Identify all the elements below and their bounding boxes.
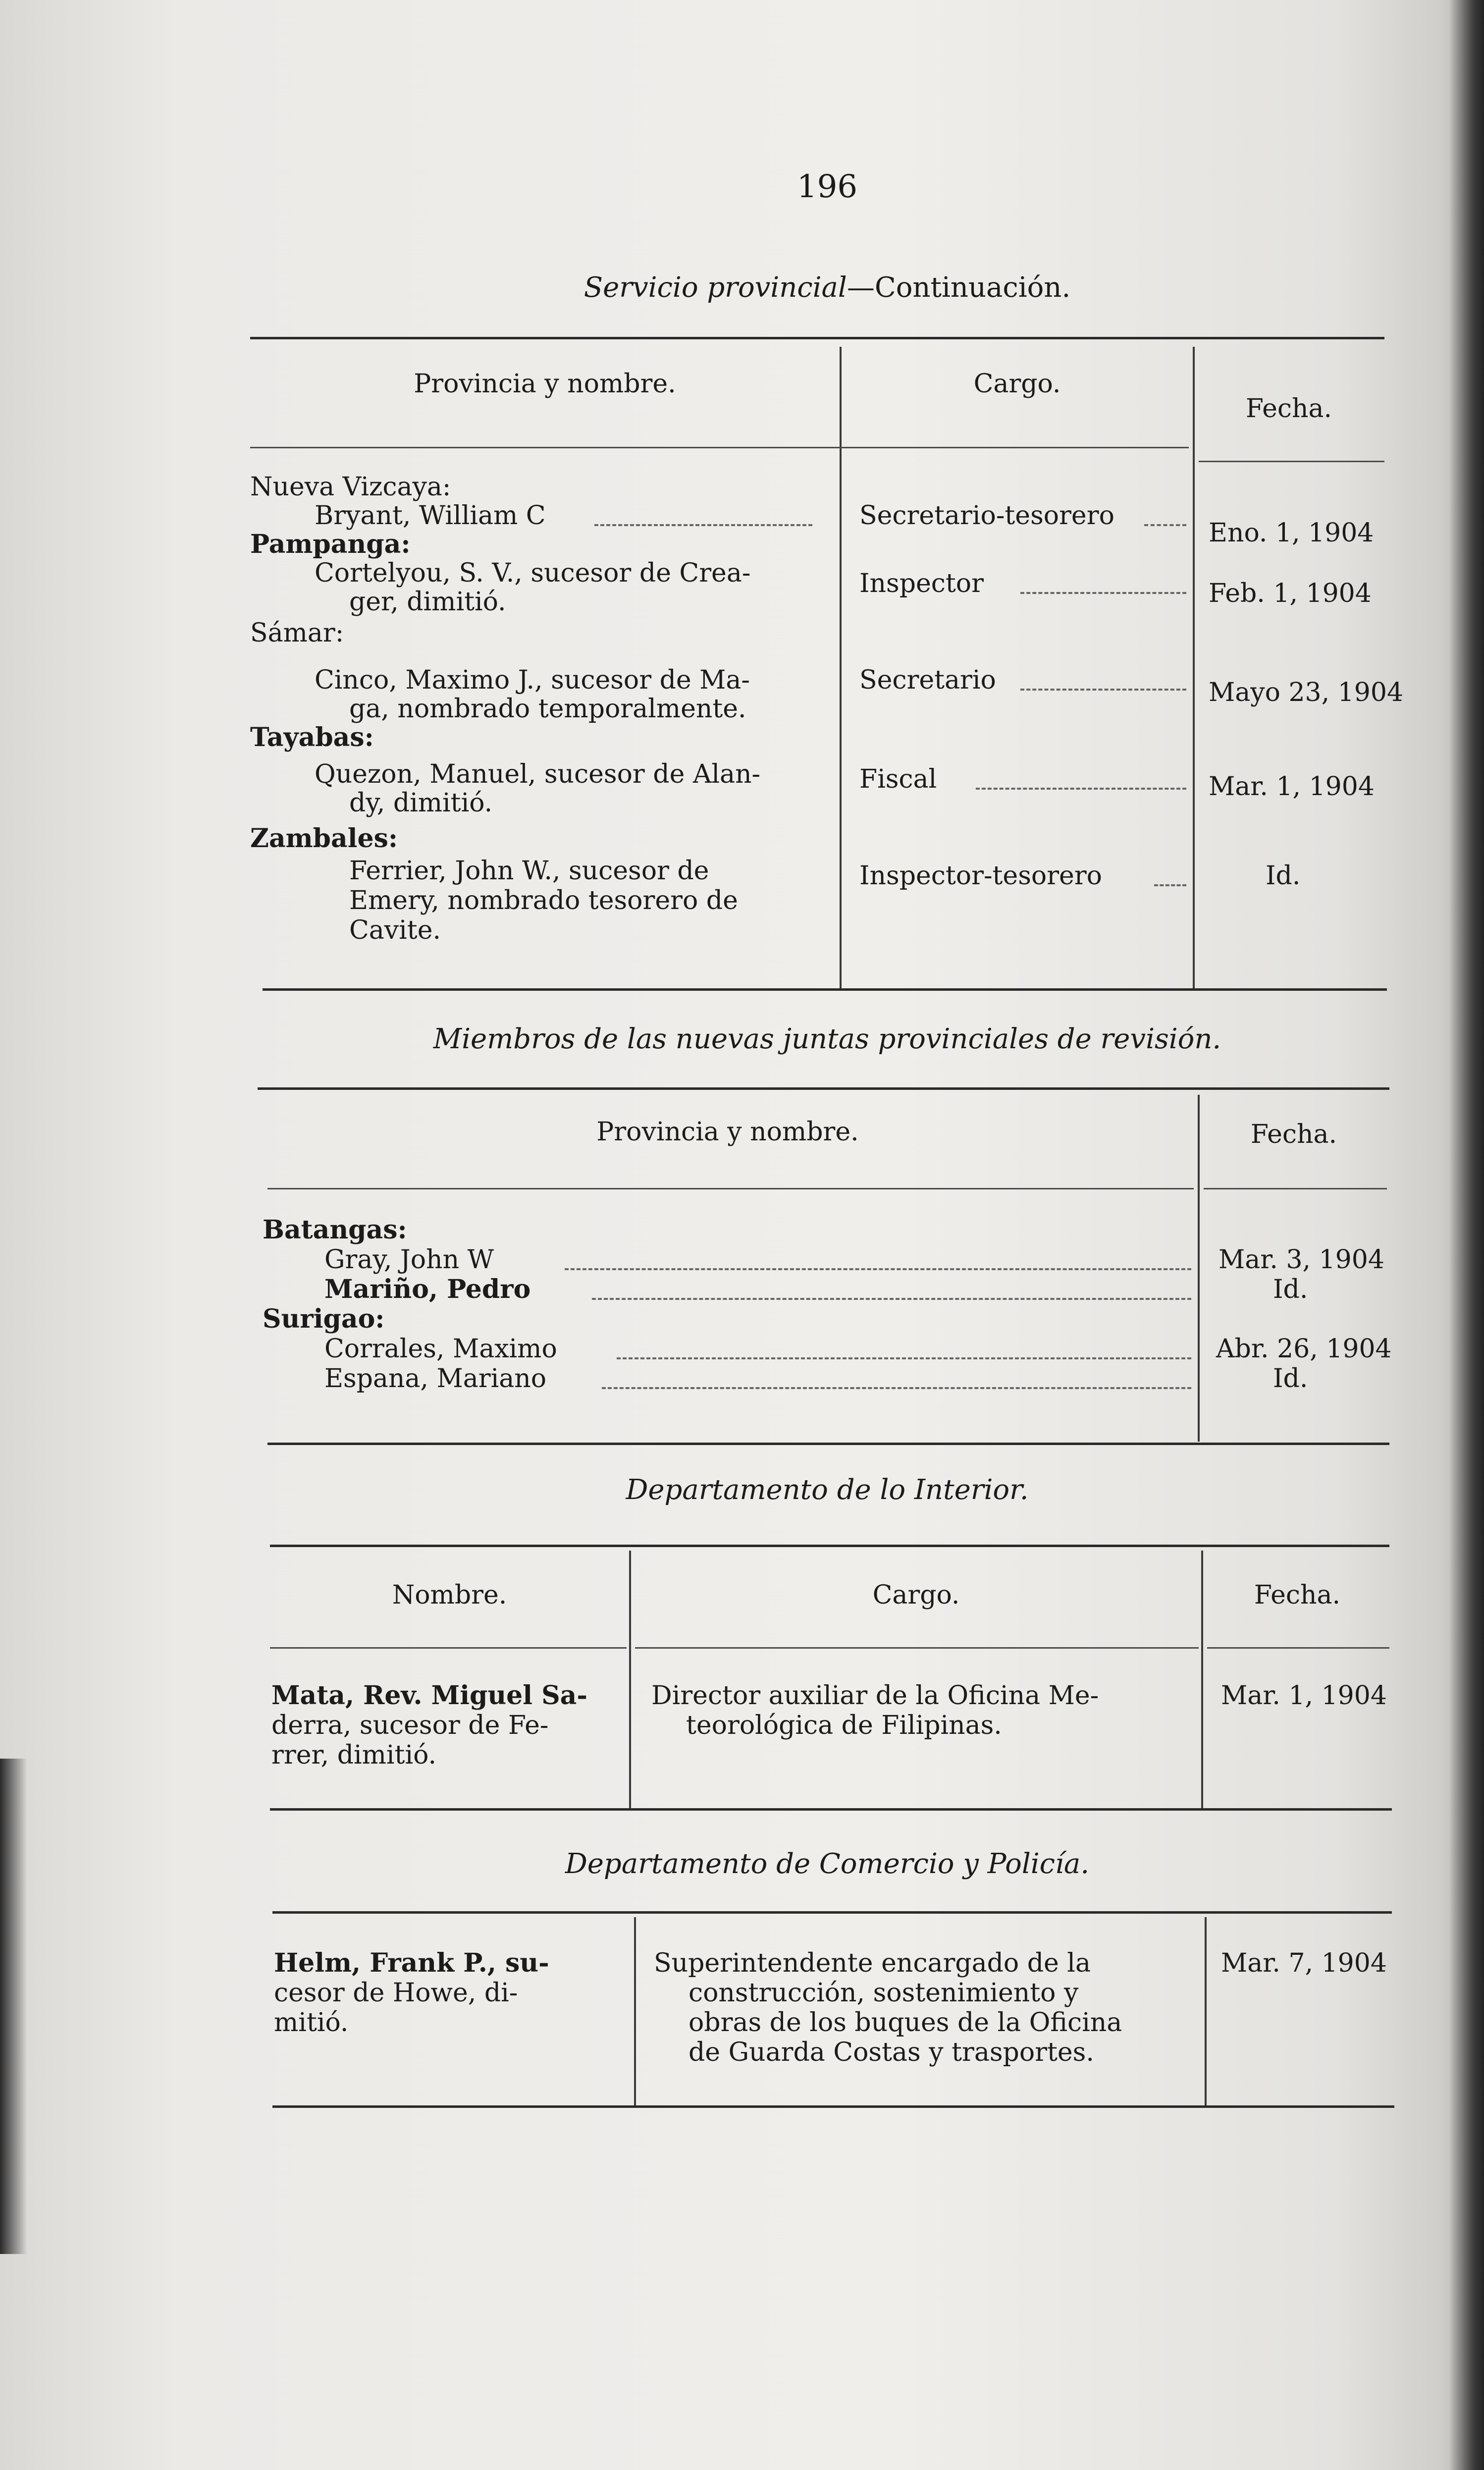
- section4-col-divider-1: [634, 1917, 636, 2105]
- section1-title-italic: Servicio provincial: [583, 271, 847, 304]
- section1-row5-name-line1: Ferrier, John W., sucesor de: [349, 856, 709, 886]
- section2-bottom-rule: [267, 1443, 1389, 1445]
- section1-row4-name-line2: dy, dimitió.: [349, 788, 493, 818]
- section2-title: Miembros de las nuevas juntas provinciales de revisión.: [433, 1023, 1221, 1055]
- section1-title-rest: —Continuación.: [847, 271, 1071, 304]
- section2-name-3: Corrales, Maximo: [324, 1334, 557, 1364]
- leader-dots: [602, 1387, 1191, 1389]
- leader-dots: [976, 788, 1186, 790]
- leader-dots: [1144, 524, 1186, 526]
- section3-title: Departamento de lo Interior.: [626, 1474, 1029, 1506]
- section1-row5-cargo: Inspector-tesorero: [859, 861, 1102, 891]
- section2-header-provincia: Provincia y nombre.: [596, 1117, 859, 1147]
- section2-fecha-1: Mar. 3, 1904: [1219, 1245, 1384, 1275]
- section3-header-rule-3: [1207, 1647, 1389, 1649]
- section1-row3-name-line1: Cinco, Maximo J., sucesor de Ma-: [315, 665, 750, 695]
- section1-row2-fecha: Feb. 1, 1904: [1209, 579, 1372, 608]
- section2-fecha-3: Abr. 26, 1904: [1216, 1334, 1392, 1364]
- section1-header-rule: [250, 447, 1189, 448]
- section3-header-fecha: Fecha.: [1254, 1580, 1341, 1610]
- section3-bottom-rule: [270, 1808, 1392, 1811]
- section3-cargo-line2: teorológica de Filipinas.: [686, 1711, 1002, 1740]
- section1-row1-cargo: Secretario-tesorero: [859, 501, 1114, 531]
- section3-header-rule-2: [635, 1647, 1199, 1649]
- section3-nombre-line3: rrer, dimitió.: [271, 1740, 436, 1770]
- leader-dots: [1020, 592, 1186, 594]
- section3-cargo-line1: Director auxiliar de la Oficina Me-: [651, 1681, 1099, 1711]
- section1-header-provincia: Provincia y nombre.: [414, 369, 676, 399]
- leader-dots: [594, 524, 812, 526]
- section1-row5-province: Zambales:: [250, 823, 398, 854]
- section2-header-rule: [267, 1188, 1194, 1189]
- section1-row2-name-line2: ger, dimitió.: [349, 587, 506, 617]
- section4-title: Departamento de Comercio y Policía.: [565, 1848, 1090, 1880]
- leader-dots: [565, 1268, 1191, 1270]
- section1-row3-province: Sámar:: [250, 618, 344, 648]
- section4-cargo-line4: de Guarda Costas y trasportes.: [689, 2038, 1094, 2067]
- section4-nombre-line1: Helm, Frank P., su-: [274, 1948, 549, 1978]
- section2-top-rule: [258, 1087, 1389, 1090]
- section1-top-rule: [250, 337, 1384, 339]
- section3-nombre-line1: Mata, Rev. Miguel Sa-: [271, 1680, 587, 1711]
- section1-row4-province: Tayabas:: [250, 722, 374, 752]
- section1-title: [0, 271, 1484, 304]
- section2-province-2: Surigao:: [263, 1304, 385, 1334]
- section3-fecha: Mar. 1, 1904: [1221, 1681, 1387, 1711]
- section3-header-rule-1: [270, 1647, 627, 1649]
- section3-header-cargo: Cargo.: [872, 1580, 960, 1610]
- section3-top-rule: [270, 1545, 1389, 1547]
- section4-bottom-rule: [272, 2105, 1394, 2108]
- section1-header-cargo: Cargo.: [973, 369, 1061, 399]
- section1-row4-name-line1: Quezon, Manuel, sucesor de Alan-: [315, 759, 761, 789]
- section1-row3-fecha: Mayo 23, 1904: [1209, 678, 1404, 707]
- section4-fecha: Mar. 7, 1904: [1221, 1948, 1387, 1978]
- section2-name-2: Mariño, Pedro: [324, 1274, 531, 1304]
- section1-row2-province: Pampanga:: [250, 529, 411, 559]
- section4-cargo-line2: construcción, sostenimiento y: [689, 1978, 1079, 2008]
- section2-fecha-2: Id.: [1273, 1275, 1308, 1304]
- section4-col-divider-2: [1205, 1917, 1207, 2105]
- section1-row1-name: Bryant, William C: [315, 501, 546, 531]
- section4-cargo-line1: Superintendente encargado de la: [654, 1948, 1091, 1978]
- section1-row4-cargo: Fiscal: [859, 764, 937, 794]
- section1-row5-fecha: Id.: [1266, 861, 1301, 891]
- section1-row2-cargo: Inspector: [859, 569, 984, 598]
- section1-row4-fecha: Mar. 1, 1904: [1209, 772, 1375, 802]
- section1-header-fecha: Fecha.: [1245, 394, 1332, 424]
- section2-header-rule-fecha: [1204, 1188, 1387, 1189]
- section4-nombre-line2: cesor de Howe, di-: [274, 1978, 518, 2008]
- section3-header-nombre: Nombre.: [392, 1580, 507, 1610]
- section1-row3-name-line2: ga, nombrado temporalmente.: [349, 694, 746, 724]
- leader-dots: [592, 1298, 1191, 1300]
- leader-dots: [617, 1357, 1191, 1359]
- page-number: 196: [796, 168, 858, 205]
- section1-row3-cargo: Secretario: [859, 665, 996, 695]
- section1-row5-name-line3: Cavite.: [349, 915, 441, 945]
- section1-col-divider-2: [1193, 347, 1195, 991]
- section4-nombre-line3: mitió.: [274, 2008, 349, 2038]
- section2-name-4: Espana, Mariano: [324, 1364, 547, 1394]
- section1-header-rule-fecha: [1199, 461, 1384, 462]
- section1-row1-fecha: Eno. 1, 1904: [1209, 518, 1374, 548]
- section1-row2-name-line1: Cortelyou, S. V., sucesor de Crea-: [315, 558, 751, 588]
- leader-dots: [1020, 689, 1186, 691]
- section1-row5-name-line2: Emery, nombrado tesorero de: [349, 886, 738, 915]
- page-edge-shadow: [1449, 0, 1484, 2470]
- section1-col-divider-1: [840, 347, 842, 991]
- section4-top-rule: [272, 1911, 1392, 1914]
- section2-name-1: Gray, John W: [324, 1245, 494, 1275]
- section1-bottom-rule: [263, 988, 1387, 991]
- section3-nombre-line2: derra, sucesor de Fe-: [271, 1711, 549, 1740]
- section2-fecha-4: Id.: [1273, 1364, 1308, 1394]
- section4-cargo-line3: obras de los buques de la Oficina: [689, 2008, 1122, 2038]
- section2-header-fecha: Fecha.: [1250, 1120, 1337, 1149]
- section2-province-1: Batangas:: [263, 1215, 407, 1245]
- section1-row1-province: Nueva Vizcaya:: [250, 472, 451, 502]
- leader-dots: [1154, 884, 1186, 886]
- page-edge-shadow-left: [0, 1759, 27, 2254]
